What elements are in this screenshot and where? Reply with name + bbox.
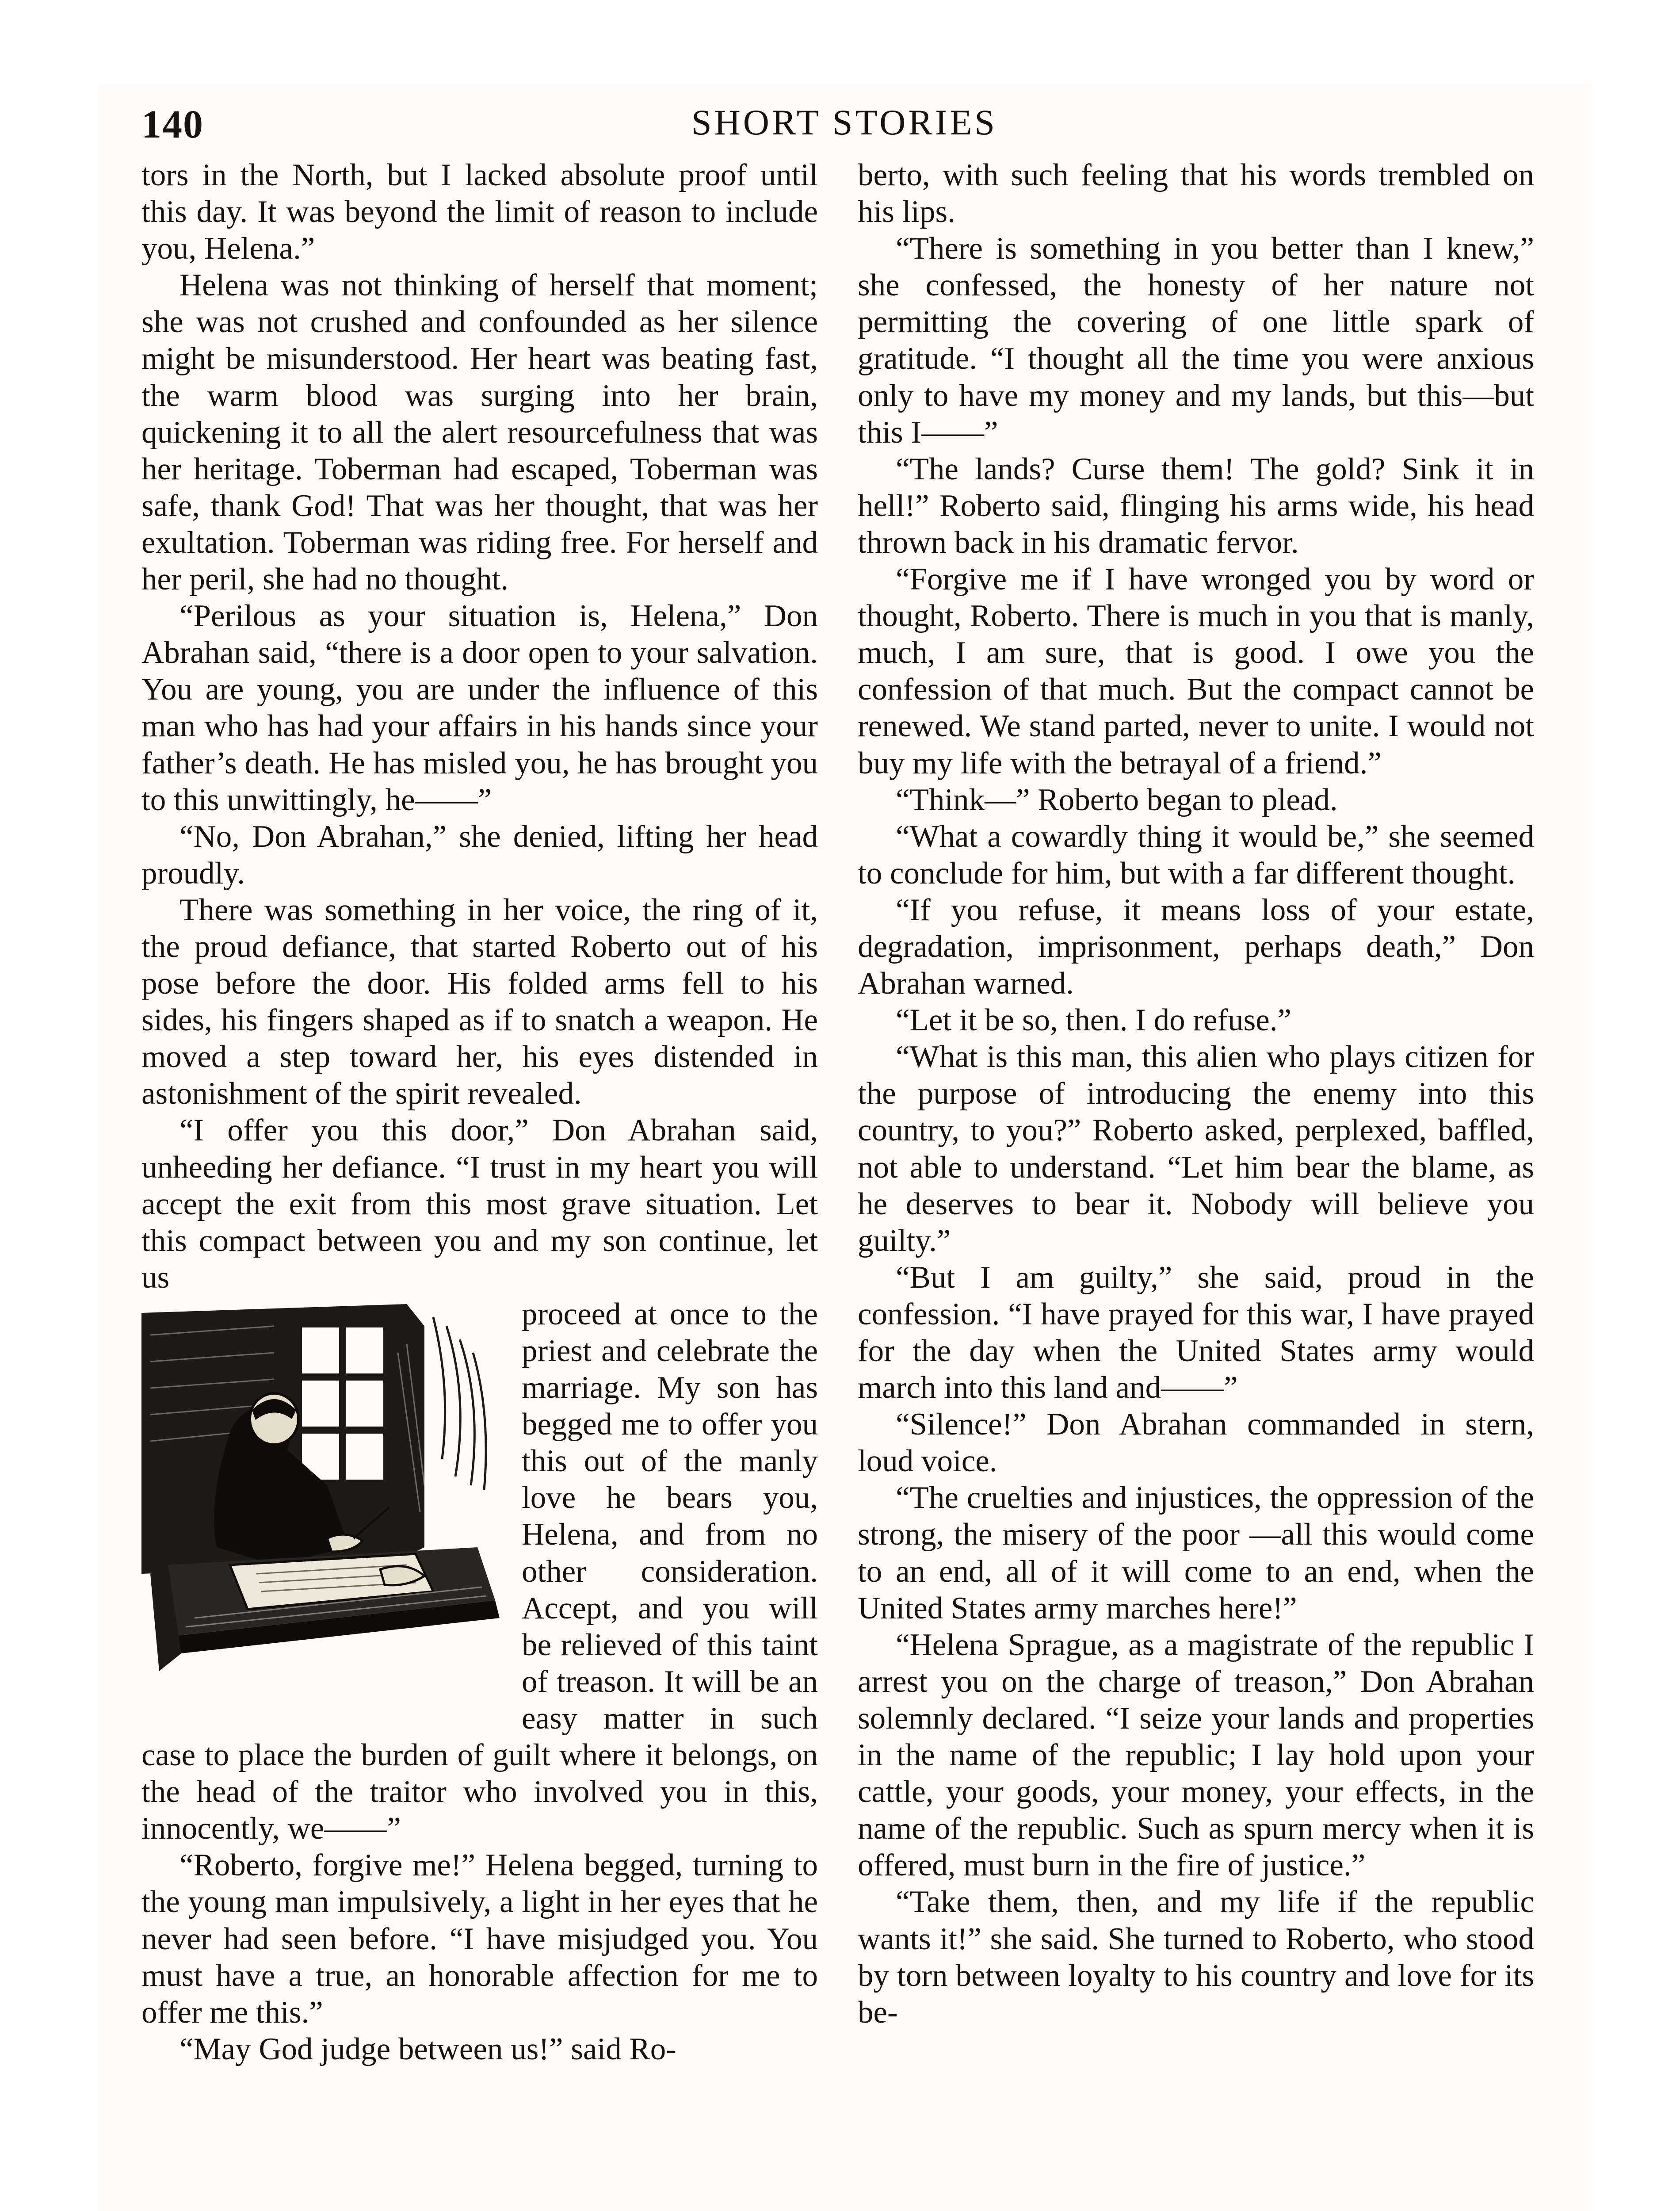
paragraph: “What a cowardly thing it would be,” she seemed to conclude for him, but with a far different thought. — [858, 819, 1534, 891]
page-header — [141, 102, 1547, 159]
paragraph: berto, with such feeling that his words trembled on his lips. — [858, 158, 1534, 230]
paragraph: Helena was not thinking of herself that moment; she was not crushed and confounded as her silence might be misunderstood. Her heart was beating fast, the warm blood was surging into her brain, quickening it to all the alert resourcefulness that was her heritage. Toberman had escaped, Toberman was safe, thank God! That was her thought, that was her exultation. Toberman was riding free. For herself and her peril, she had no thought. — [141, 268, 818, 597]
paragraph: “Think—” Roberto began to plead. — [896, 782, 1338, 817]
paragraph: “Perilous as your situation is, Helena,” Don Abrahan said, “there is a door open to your salvation. You are young, you are under the influence of this man who has had your affairs in his hands since your father’s death. He has misled you, he has brought you to this unwittingly, he——” — [141, 599, 818, 817]
paragraph: “Helena Sprague, as a magistrate of the republic I arrest you on the charge of treason,” Don Abrahan solemnly declared. “I seize your lands and properties in the name of the republic; I lay hold upon your cattle, your goods, your money, your effects, in the name of the republic. Such as spurn mercy when it is offered, must burn in the fire of justice.” — [858, 1627, 1534, 1883]
illustration-drawing — [141, 1300, 504, 1706]
paragraph: proceed at once to the priest and celebrate the marriage. My son has begged me to offer you this out of the manly love he bears you, Helena, and from no other consideration. Accept, and you will be relieved of this taint of treason. It will be an easy matter in such case to place the burden of guilt where it belongs, on the head of the traitor who involved you in this, innocently, we——” — [141, 1297, 818, 1846]
running-title: SHORT STORIES — [691, 102, 998, 142]
paragraph: “No, Don Abrahan,” she denied, lifting her head proudly. — [141, 819, 818, 891]
paragraph: “The lands? Curse them! The gold? Sink it in hell!” Roberto said, flinging his arms wide, his head thrown back in his dramatic fervor. — [858, 451, 1534, 560]
paragraph: “Roberto, forgive me!” Helena begged, turning to the young man impulsively, a light in her eyes that he never had seen before. “I have misjudged you. You must have a true, an honorable affection for me to offer me this.” — [141, 1848, 818, 2030]
paragraph: “May God judge between us!” said Ro- — [179, 2031, 676, 2066]
paragraph: “Silence!” Don Abrahan commanded in stern, loud voice. — [858, 1407, 1534, 1479]
page-number: 140 — [141, 103, 204, 146]
paragraph: “If you refuse, it means loss of your estate, degradation, imprisonment, perhaps death,” Don Abrahan warned. — [858, 892, 1534, 1001]
paragraph: There was something in her voice, the ring of it, the proud defiance, that started Roberto out of his pose before the door. His folded arms fell to his sides, his fingers shaped as if to snatch a weapon. He moved a step toward her, his eyes distended in astonishment of the spirit revealed. — [141, 892, 818, 1111]
paragraph: “Let it be so, then. I do refuse.” — [896, 1003, 1292, 1038]
paragraph: “What is this man, this alien who plays citizen for the purpose of introducing the enemy into this country, to you?” Roberto asked, perplexed, baffled, not able to understand. “Let him bear the blame, as he deserves to bear it. Nobody will believe you guilty.” — [858, 1040, 1534, 1258]
paragraph: “There is something in you better than I knew,” she confessed, the honesty of her nature not permitting the covering of one little spark of gratitude. “I thought all the time you were anxious only to have my money and my lands, but this—but this I——” — [858, 231, 1534, 450]
magazine-page — [97, 84, 1592, 2211]
paragraph: “The cruelties and injustices, the oppression of the strong, the misery of the poor —all this would come to an end, all of it will come to an end, when the United States army marches here!” — [858, 1480, 1534, 1626]
right-column — [858, 157, 1534, 2031]
paragraph: “But I am guilty,” she said, proud in the confession. “I have prayed for this war, I have prayed for the day when the United States army would march into this land and——” — [858, 1260, 1534, 1405]
paragraph: tors in the North, but I lacked absolute proof until this day. It was beyond the limit of reason to include you, Helena.” — [141, 158, 818, 266]
paragraph: “Forgive me if I have wronged you by word or thought, Roberto. There is much in you that is manly, much, I am sure, that is good. I owe you the confession of that much. But the compact cannot be renewed. We stand parted, never to unite. I would not buy my life with the betrayal of a friend.” — [858, 562, 1534, 780]
paragraph: “Take them, then, and my life if the republic wants it!” she said. She turned to Roberto, who stood by torn between loyalty to his country and love for its be- — [858, 1885, 1534, 2030]
monk-writing-at-desk-illustration — [141, 1300, 504, 1706]
paragraph: “I offer you this door,” Don Abrahan said, unheeding her defiance. “I trust in my heart you will accept the exit from this most grave situation. Let this compact between you and my son continue, let us — [141, 1113, 818, 1295]
left-column — [141, 157, 818, 2068]
